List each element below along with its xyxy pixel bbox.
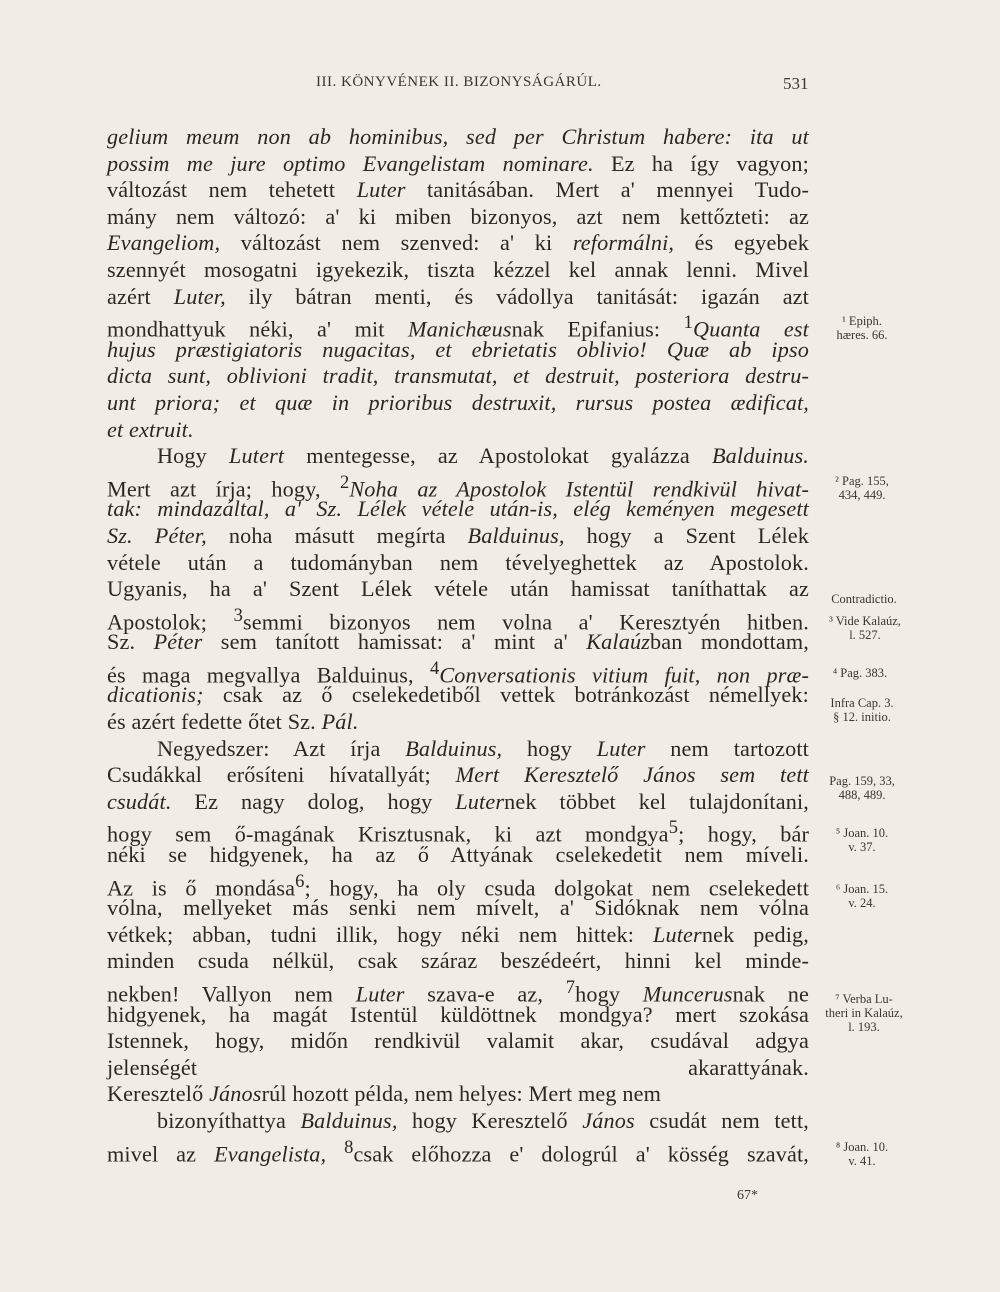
text-line: és maga megvallya Balduinus, $^4$Conversationis vitium fuit, non præ- xyxy=(107,658,809,688)
text-line: possim me jure optimo Evangelistam nominare. Ez ha így vagyon; xyxy=(107,150,809,176)
text-line: Sz. Péter, noha másutt megírta Balduinus, hogy a Szent Lélek xyxy=(107,522,809,548)
margin-note: ⁸ Joan. 10. v. 41. xyxy=(835,1140,889,1168)
running-head: III. KÖNYVÉNEK II. BIZONYSÁGÁRÚL. xyxy=(316,74,602,90)
text-line: hidgyenek, ha magát Istentül küldöttnek mondgya? mert szokása xyxy=(107,1001,809,1027)
text-line: Apostolok; $^3$semmi bizonyos nem volna a' Keresztyén hitben. xyxy=(107,605,809,635)
text-line: néki se hidgyenek, ha az ő Attyának cselekedetit nem míveli. xyxy=(107,842,809,868)
signature-mark: 67* xyxy=(737,1188,758,1203)
text-line: és azért fedette őtet Sz. Pál. xyxy=(107,709,359,735)
margin-note: ² Pag. 155, 434, 449. xyxy=(835,474,889,502)
text-line: hogy sem ő-magának Krisztusnak, ki azt mondgya$^5$; hogy, bár xyxy=(107,818,810,847)
text-line: jelenségét akarattyának. xyxy=(107,1054,809,1080)
text-line: Negyedszer: Azt írja Balduinus, hogy Luter nem tartozott xyxy=(157,735,809,761)
margin-note: Contradictio. xyxy=(831,592,897,606)
text-line: hujus præstigiatoris nugacitas, et ebrietatis oblivio! Quæ ab ipso xyxy=(107,336,809,362)
margin-note: ⁶ Joan. 15. v. 24. xyxy=(835,882,889,910)
text-line: bizonyíthattya Balduinus, hogy Keresztelő János csudát nem tett, xyxy=(157,1107,809,1133)
text-line: unt priora; et quæ in prioribus destruxit, rursus postea ædificat, xyxy=(107,389,809,415)
body-text xyxy=(107,124,809,1188)
text-line: nekben! Vallyon nem Luter szava-e az, $^7$hogy Muncerusnak ne xyxy=(107,978,810,1007)
text-line: vólna, mellyeket más senki nem mívelt, a' Sidóknak nem vólna xyxy=(107,895,809,921)
text-line: Csudákkal erősíteni hívatallyát; Mert Keresztelő János sem tett xyxy=(107,762,809,788)
margin-note: ⁵ Joan. 10. v. 37. xyxy=(835,826,889,854)
text-line: Mert azt írja; hogy, $^2$Noha az Apostolok Istentül rendkivül hivat- xyxy=(107,472,809,502)
text-line: gelium meum non ab hominibus, sed per Christum habere: ita ut xyxy=(107,124,809,149)
text-line: változást nem tehetett Luter tanitásában. Mert a' mennyei Tudo- xyxy=(107,177,809,203)
text-line: tak: mindazáltal, a' Sz. Lélek vétele után-is, elég keményen megesett xyxy=(107,496,809,522)
text-line: vétele után a tudományban nem tévelyeghettek az Apostolok. xyxy=(107,549,809,575)
margin-note: Infra Cap. 3. § 12. initio. xyxy=(830,696,894,724)
text-line: Ugyanis, ha a' Szent Lélek vétele után hamissat taníthattak az xyxy=(107,576,809,602)
text-line: mondhattyuk néki, a' mit Manichæusnak Epifanius: $^1$Quanta est xyxy=(107,313,809,342)
text-line: et extruit. xyxy=(107,416,194,442)
text-line: mány nem változó: a' ki miben bizonyos, azt nem kettőzteti: az xyxy=(107,203,809,229)
text-line: minden csuda nélkül, csak száraz beszédeért, hinni kel minde- xyxy=(107,948,809,974)
margin-note: Pag. 159, 33, 488, 489. xyxy=(829,774,895,802)
text-line: Az is ő mondása$^6$; hogy, ha oly csuda dolgokat nem cselekedett xyxy=(107,871,810,901)
text-line: Istennek, hogy, midőn rendkivül valamit akar, csudával adgya xyxy=(107,1028,809,1054)
text-line: dicationis; csak az ő cselekedetiből vettek botránkozást némellyek: xyxy=(107,682,809,708)
margin-note: ⁷ Verba Lu- theri in Kalaúz, l. 193. xyxy=(825,992,903,1034)
text-line: csudát. Ez nagy dolog, hogy Luternek többet kel tulajdonítani, xyxy=(107,788,809,814)
text-line: Evangeliom, változást nem szenved: a' ki reformálni, és egyebek xyxy=(107,230,809,256)
text-line: vétkek; abban, tudni illik, hogy néki nem hittek: Luternek pedig, xyxy=(107,921,809,947)
text-line: dicta sunt, oblivioni tradit, transmutat, et destruit, posteriora destru- xyxy=(107,363,809,389)
margin-note: ³ Vide Kalaúz, l. 527. xyxy=(829,614,901,642)
page-number: 531 xyxy=(783,74,809,93)
margin-note: ¹ Epiph. hæres. 66. xyxy=(836,314,888,342)
text-line: azért Luter, ily bátran menti, és vádollya tanitását: igazán azt xyxy=(107,283,809,309)
text-line: Keresztelő Jánosrúl hozott példa, nem helyes: Mert meg nem xyxy=(107,1081,661,1107)
text-line: mivel az Evangelista, $^8$csak előhozza e' dologrúl a' kösség szavát, xyxy=(107,1137,809,1166)
text-line: Hogy Lutert mentegesse, az Apostolokat gyalázza Balduinus. xyxy=(157,443,809,469)
text-line: Sz. Péter sem tanított hamissat: a' mint a' Kalaúzban mondottam, xyxy=(107,629,809,655)
text-line: szennyét mosogatni igyekezik, tiszta kézzel kel annak lenni. Mivel xyxy=(107,256,809,282)
margin-note: ⁴ Pag. 383. xyxy=(832,666,888,680)
